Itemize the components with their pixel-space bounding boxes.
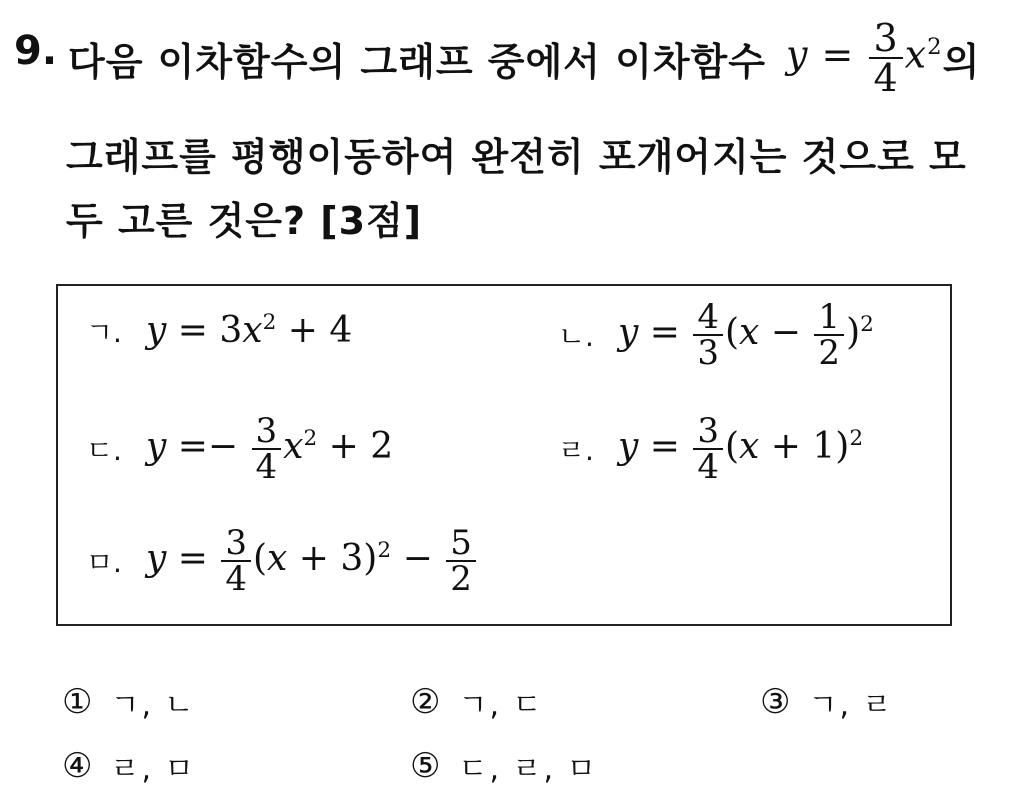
fraction: $\frac{3}{4}$: [693, 414, 723, 484]
option-label: ㄱ.: [86, 315, 122, 349]
question-line-1: [68, 10, 980, 106]
choice-answer: ㄱ, ㄹ: [808, 688, 894, 723]
option-formula: y = $\frac{4}{3}$ (x − $\frac{1}{2}$ )$^2$: [617, 297, 874, 373]
choice-4[interactable]: [62, 744, 196, 788]
option-label: ㄹ.: [558, 434, 594, 467]
given-function-formula: y = $\frac{3}{4}$ $x^2$: [785, 16, 943, 100]
choice-number: ⑤: [410, 746, 441, 786]
choice-answer: ㄱ, ㄴ: [110, 688, 196, 723]
option-c: [86, 411, 394, 487]
choice-number: ③: [760, 682, 791, 722]
question-text-1-suffix: 의: [942, 39, 981, 84]
choice-5[interactable]: [410, 744, 598, 788]
choice-number: ①: [62, 682, 93, 722]
option-formula: $y = 3x^2 + 4$: [145, 310, 353, 351]
choice-3[interactable]: [760, 680, 894, 724]
choice-2[interactable]: [410, 680, 544, 724]
question-text-1: 다음 이차함수의 그래프 중에서 이차함수: [68, 39, 766, 84]
question-number: 9.: [14, 28, 58, 74]
option-label: ㅁ.: [86, 546, 122, 579]
fraction: $\frac{4}{3}$: [693, 300, 723, 370]
choice-number: ②: [410, 682, 441, 722]
option-d: [558, 411, 864, 487]
option-formula: y =− $\frac{3}{4}$ $x^2 + 2$: [145, 411, 394, 487]
question-line-2: 그래프를 평행이동하여 완전히 포개어지는 것으로 모: [66, 135, 967, 179]
option-formula: y = $\frac{3}{4}$ $(x + 1)^2$: [617, 411, 864, 487]
choice-1[interactable]: [62, 680, 196, 724]
option-formula: y = $\frac{3}{4}$ $(x + 3)^2$ − $\frac{5}{2}$: [146, 526, 478, 596]
fraction: $\frac{3}{4}$: [252, 414, 282, 484]
option-e: [86, 523, 478, 599]
option-label: ㄴ.: [558, 320, 594, 353]
options-box: [56, 284, 952, 626]
option-b: [558, 297, 874, 373]
question-line-3: 두 고른 것은? [3점]: [66, 199, 423, 243]
fraction: $\frac{3}{4}$: [221, 526, 251, 596]
option-label: ㄷ.: [86, 434, 122, 467]
choice-answer: ㄹ, ㅁ: [110, 752, 196, 787]
fraction: $\frac{5}{2}$: [446, 526, 476, 596]
choice-answer: ㄱ, ㄷ: [458, 688, 544, 723]
option-a: [86, 310, 352, 351]
fraction: $\frac{3}{4}$: [869, 19, 902, 97]
choice-answer: ㄷ, ㄹ, ㅁ: [458, 752, 598, 787]
choice-number: ④: [62, 746, 93, 786]
fraction: $\frac{1}{2}$: [814, 300, 844, 370]
